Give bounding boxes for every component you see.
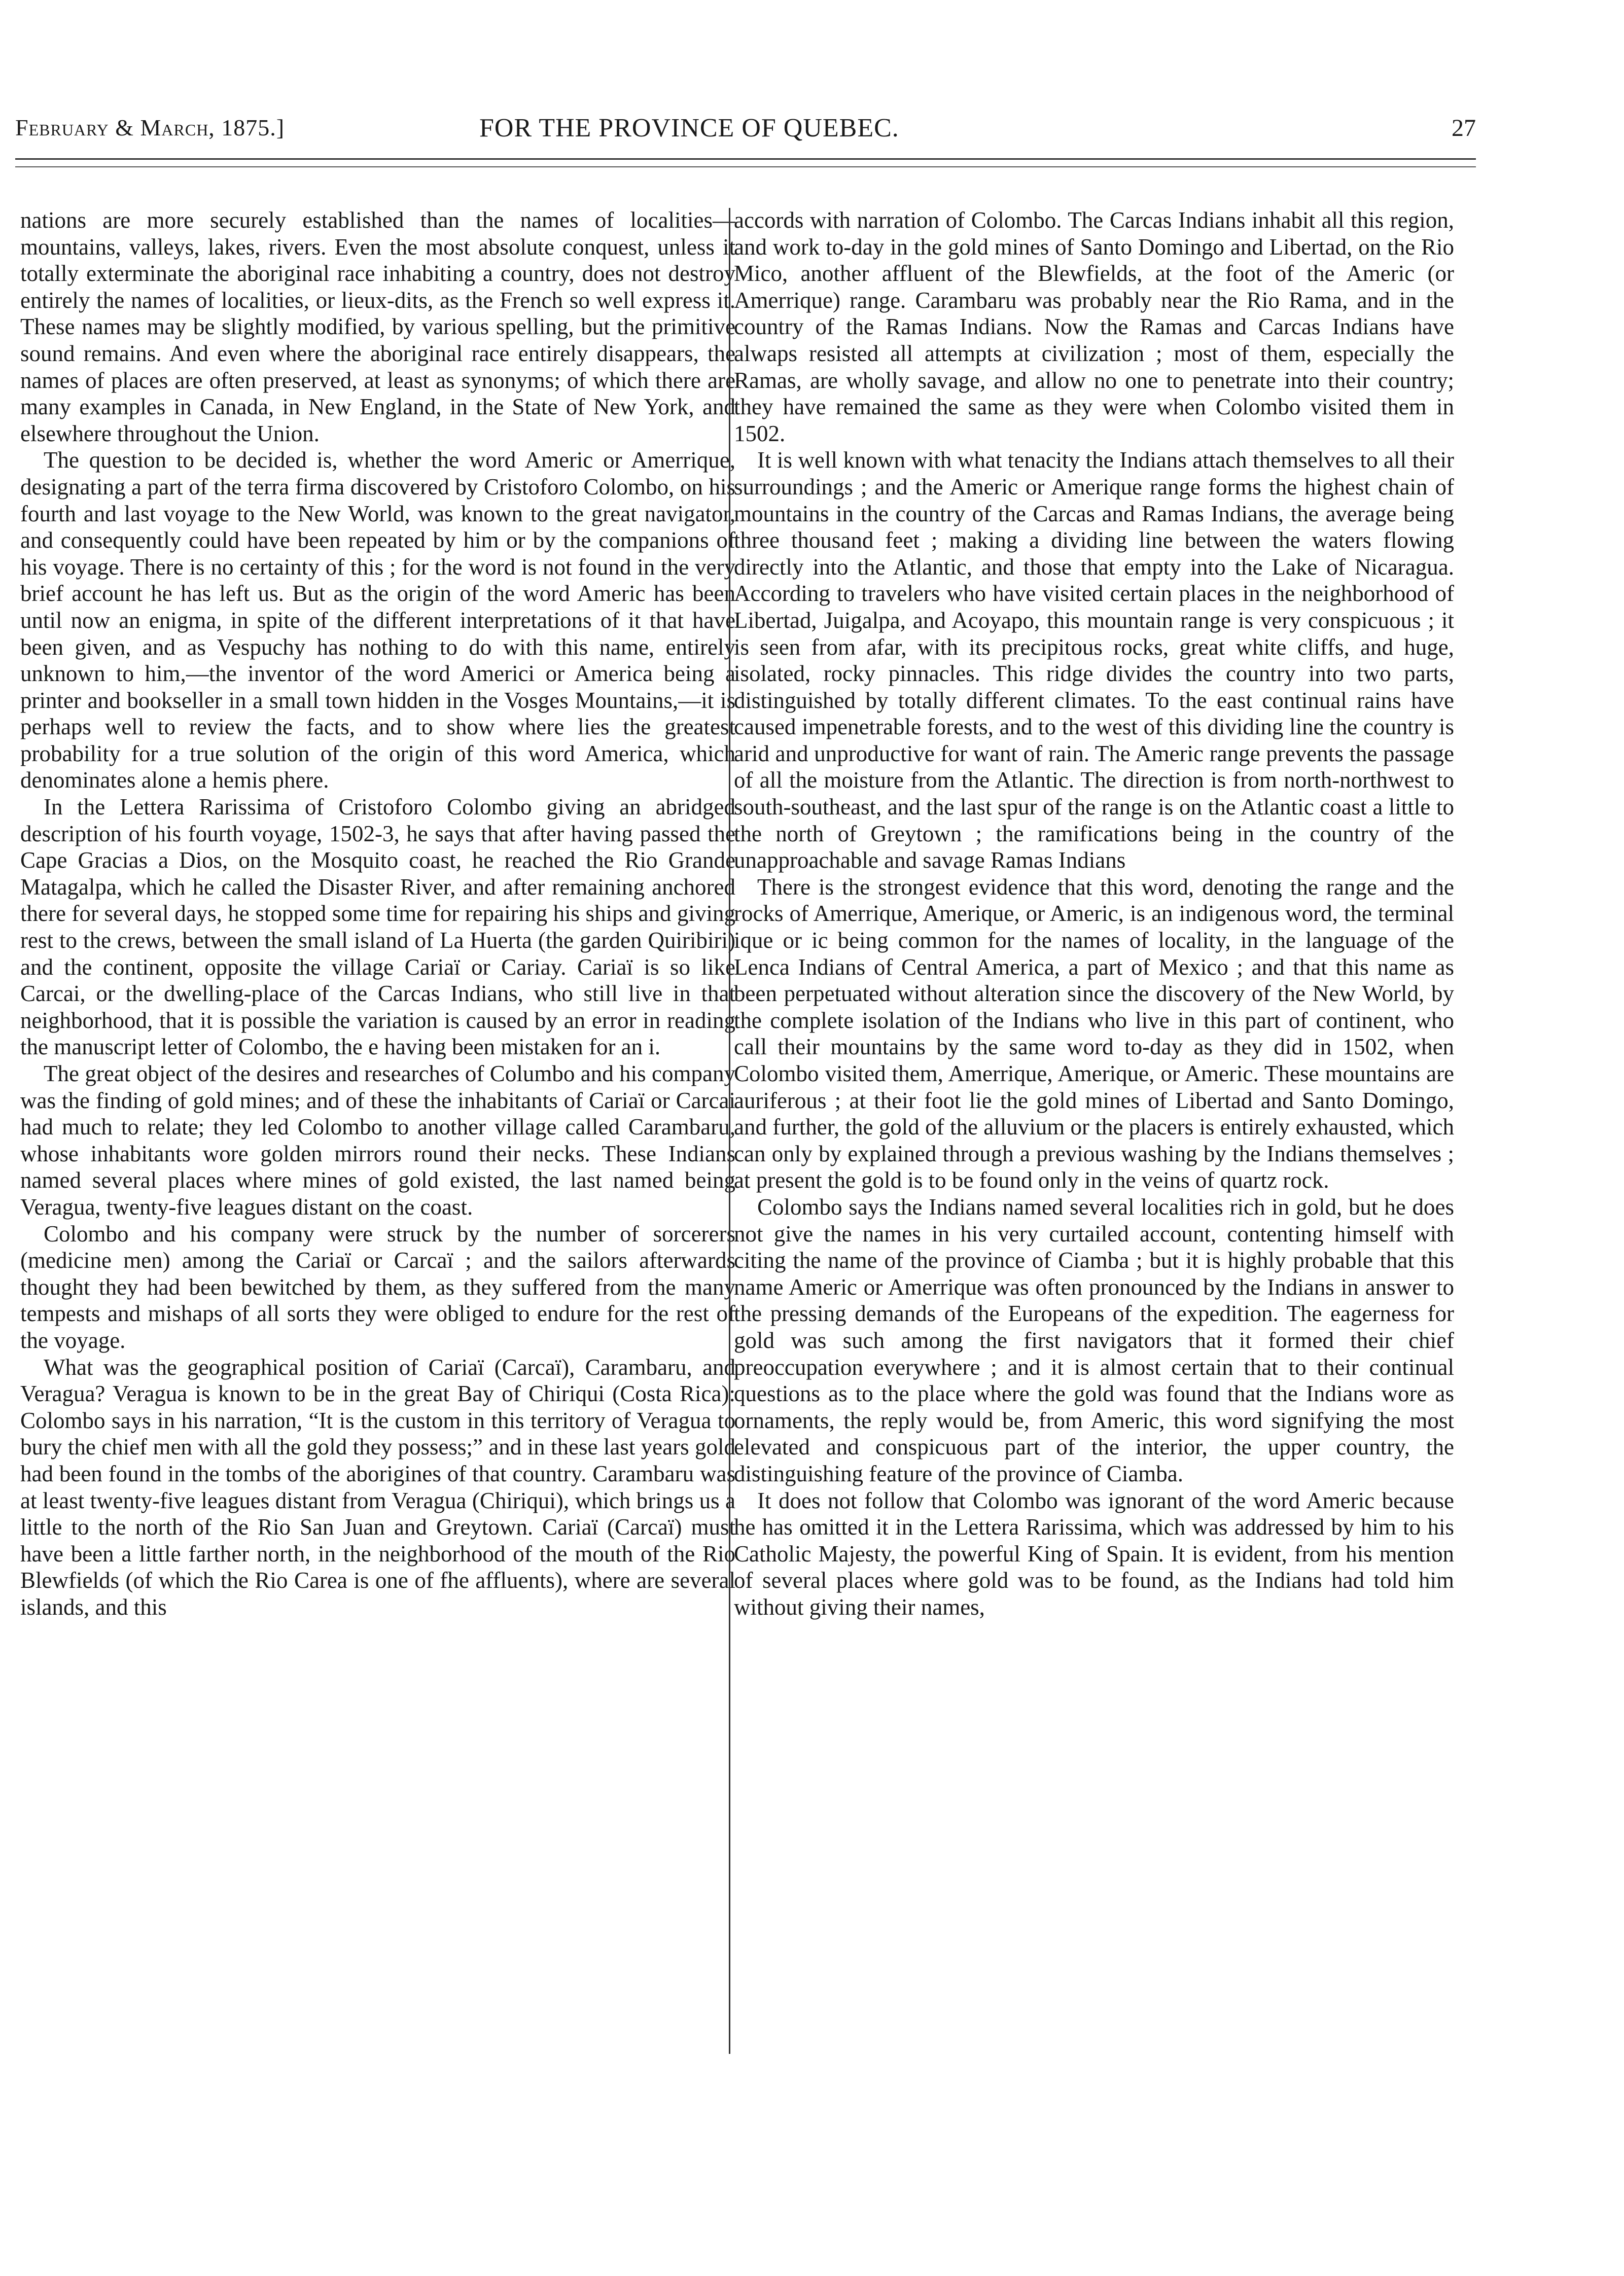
header-title: FOR THE PROVINCE OF QUEBEC.: [479, 114, 899, 143]
paragraph: nations are more securely established than the names of localities—mountains, valleys, lakes, rivers. Even the most absolute conquest, unless it totally exterminate the aboriginal race inhabiting a country, does not destroy entirely the names of localities, or lieux-dits, as the French so well express it. These names may be slightly modified, by various spelling, but the primitive sound remains. And even where the aboriginal race entirely disappears, the names of places are often preserved, at least as synonyms; of which there are many examples in Canada, in New England, in the State of New York, and elsewhere throughout the Union.: [20, 207, 735, 446]
paragraph: What was the geographical position of Cariaï (Carcaï), Carambaru, and Veragua? Veragua is known to be in the great Bay of Chiriqui (Costa Rica): Colombo says in his narration, “It is the custom in this territory of Veragua to bury the chief men with all the gold they possess;” and in these last years gold had been found in the tombs of the aborigines of that country. Carambaru was at least twenty-five leagues distant from Veragua (Chiriqui), which brings us a little to the north of the Rio San Juan and Greytown. Cariaï (Carcaï) must have been a little farther north, in the neighborhood of the mouth of the Rio Blewfields (of which the Rio Carea is one of fhe affluents), where are several islands, and this: [20, 1354, 735, 1620]
paragraph: Colombo and his company were struck by the number of sorcerers (medicine men) among the Cariaï or Carcaï ; and the sailors afterwards thought they had been bewitched by them, as they suffered from the many tempests and mishaps of all sorts they were obliged to endure for the rest of the voyage.: [20, 1221, 735, 1353]
paragraph: In the Lettera Rarissima of Cristoforo Colombo giving an abridged description of his fourth voyage, 1502-3, he says that after having passed the Cape Gracias a Dios, on the Mosquito coast, he reached the Rio Grande Matagalpa, which he called the Disaster River, and after remaining anchored there for several days, he stopped some time for repairing his ships and giving rest to the crews, between the small island of La Huerta (the garden Quiribiri) and the continent, opposite the village Cariaï or Cariay. Cariaï is so like Carcai, or the dwelling-place of the Carcas Indians, who still live in that neighborhood, that it is possible the variation is caused by an error in reading the manuscript letter of Colombo, the e having been mistaken for an i.: [20, 794, 735, 1060]
paragraph: It does not follow that Colombo was ignorant of the word Americ because he has omitted it in the Lettera Rarissima, which was addressed by him to his Catholic Majesty, the powerful King of Spain. It is evident, from his mention of several places where gold was to be found, as the Indians had told him without giving their names,: [734, 1487, 1454, 1620]
header-rule: [15, 158, 1476, 160]
header-date: February & March, 1875.]: [15, 115, 285, 140]
left-column: [20, 207, 735, 1620]
header-rule-thin: [15, 166, 1476, 167]
paragraph: It is well known with what tenacity the Indians attach themselves to all their surroundings ; and the Americ or Amerique range forms the highest chain of mountains in the country of the Carcas and Ramas Indians, the average being three thousand feet ; making a dividing line between the waters flowing directly into the Atlantic, and those that empty into the Lake of Nicaragua. According to travelers who have visited certain places in the neighborhood of Libertad, Juigalpa, and Acoyapo, this mountain range is very conspicuous ; it is seen from afar, with its precipitous rocks, great white cliffs, and huge, isolated, rocky pinnacles. This ridge divides the country into two parts, distinguished by totally different climates. To the east continual rains have caused impenetrable forests, and to the west of this dividing line the country is arid and unproductive for want of rain. The Americ range prevents the passage of all the moisture from the Atlantic. The direction is from north-northwest to south-southeast, and the last spur of the range is on the Atlantic coast a little to the north of Greytown ; the ramifications being in the country of the unapproachable and savage Ramas Indians: [734, 447, 1454, 873]
paragraph: accords with narration of Colombo. The Carcas Indians inhabit all this region, and work to-day in the gold mines of Santo Domingo and Libertad, on the Rio Mico, another affluent of the Blewfields, at the foot of the Americ (or Amerrique) range. Carambaru was probably near the Rio Rama, and in the country of the Ramas Indians. Now the Ramas and Carcas Indians have alwaps resisted all attempts at civilization ; most of them, especially the Ramas, are wholly savage, and allow no one to penetrate into their country; they have remained the same as they were when Colombo visited them in 1502.: [734, 207, 1454, 446]
right-column: [734, 207, 1454, 1620]
paragraph: The great object of the desires and researches of Columbo and his company was the finding of gold mines; and of these the inhabitants of Cariaï or Carcai had much to relate; they led Colombo to another village called Carambaru, whose inhabitants wore golden mirrors round their necks. These Indians named several places where mines of gold existed, the last named being Veragua, twenty-five leagues distant on the coast.: [20, 1061, 735, 1220]
paragraph: Colombo says the Indians named several localities rich in gold, but he does not give the names in his very curtailed account, contenting himself with citing the name of the province of Ciamba ; but it is highly probable that this name Americ or Amerrique was often pronounced by the Indians in answer to the pressing demands of the Europeans of the expedition. The eagerness for gold was such among the first navigators that it formed their chief preoccupation everywhere ; and it is almost certain that to their continual questions as to the place where the gold was found that the Indians wore as ornaments, the reply would be, from Americ, this word signifying the most elevated and conspicuous part of the interior, the upper country, the distinguishing feature of the province of Ciamba.: [734, 1194, 1454, 1486]
running-header: [15, 114, 1476, 150]
column-divider: [729, 208, 730, 2054]
paragraph: The question to be decided is, whether the word Americ or Amerrique, designating a part of the terra firma discovered by Cristoforo Colombo, on his fourth and last voyage to the New World, was known to the great navigator, and consequently could have been repeated by him or by the companions of his voyage. There is no certainty of this ; for the word is not found in the very brief account he has left us. But as the origin of the word Americ has been until now an enigma, in spite of the different interpretations of it that have been given, and as Vespuchy has nothing to do with this name, entirely unknown to him,—the inventor of the word Americi or America being a printer and bookseller in a small town hidden in the Vosges Mountains,—it is perhaps well to review the facts, and to show where lies the greatest probability for a true solution of the origin of this word America, which denominates alone a hemis phere.: [20, 447, 735, 793]
page-number: 27: [1452, 115, 1476, 141]
paragraph: There is the strongest evidence that this word, denoting the range and the rocks of Amerrique, Amerique, or Americ, is an indigenous word, the terminal ique or ic being common for the names of locality, in the language of the Lenca Indians of Central America, a part of Mexico ; and that this name as been perpetuated without alteration since the discovery of the New World, by the complete isolation of the Indians who live in this part of continent, who call their mountains by the same word to-day as they did in 1502, when Colombo visited them, Amerrique, Amerique, or Americ. These mountains are auriferous ; at their foot lie the gold mines of Libertad and Santo Domingo, and further, the gold of the alluvium or the placers is entirely exhausted, which can only by explained through a previous washing by the Indians themselves ; at present the gold is to be found only in the veins of quartz rock.: [734, 874, 1454, 1193]
